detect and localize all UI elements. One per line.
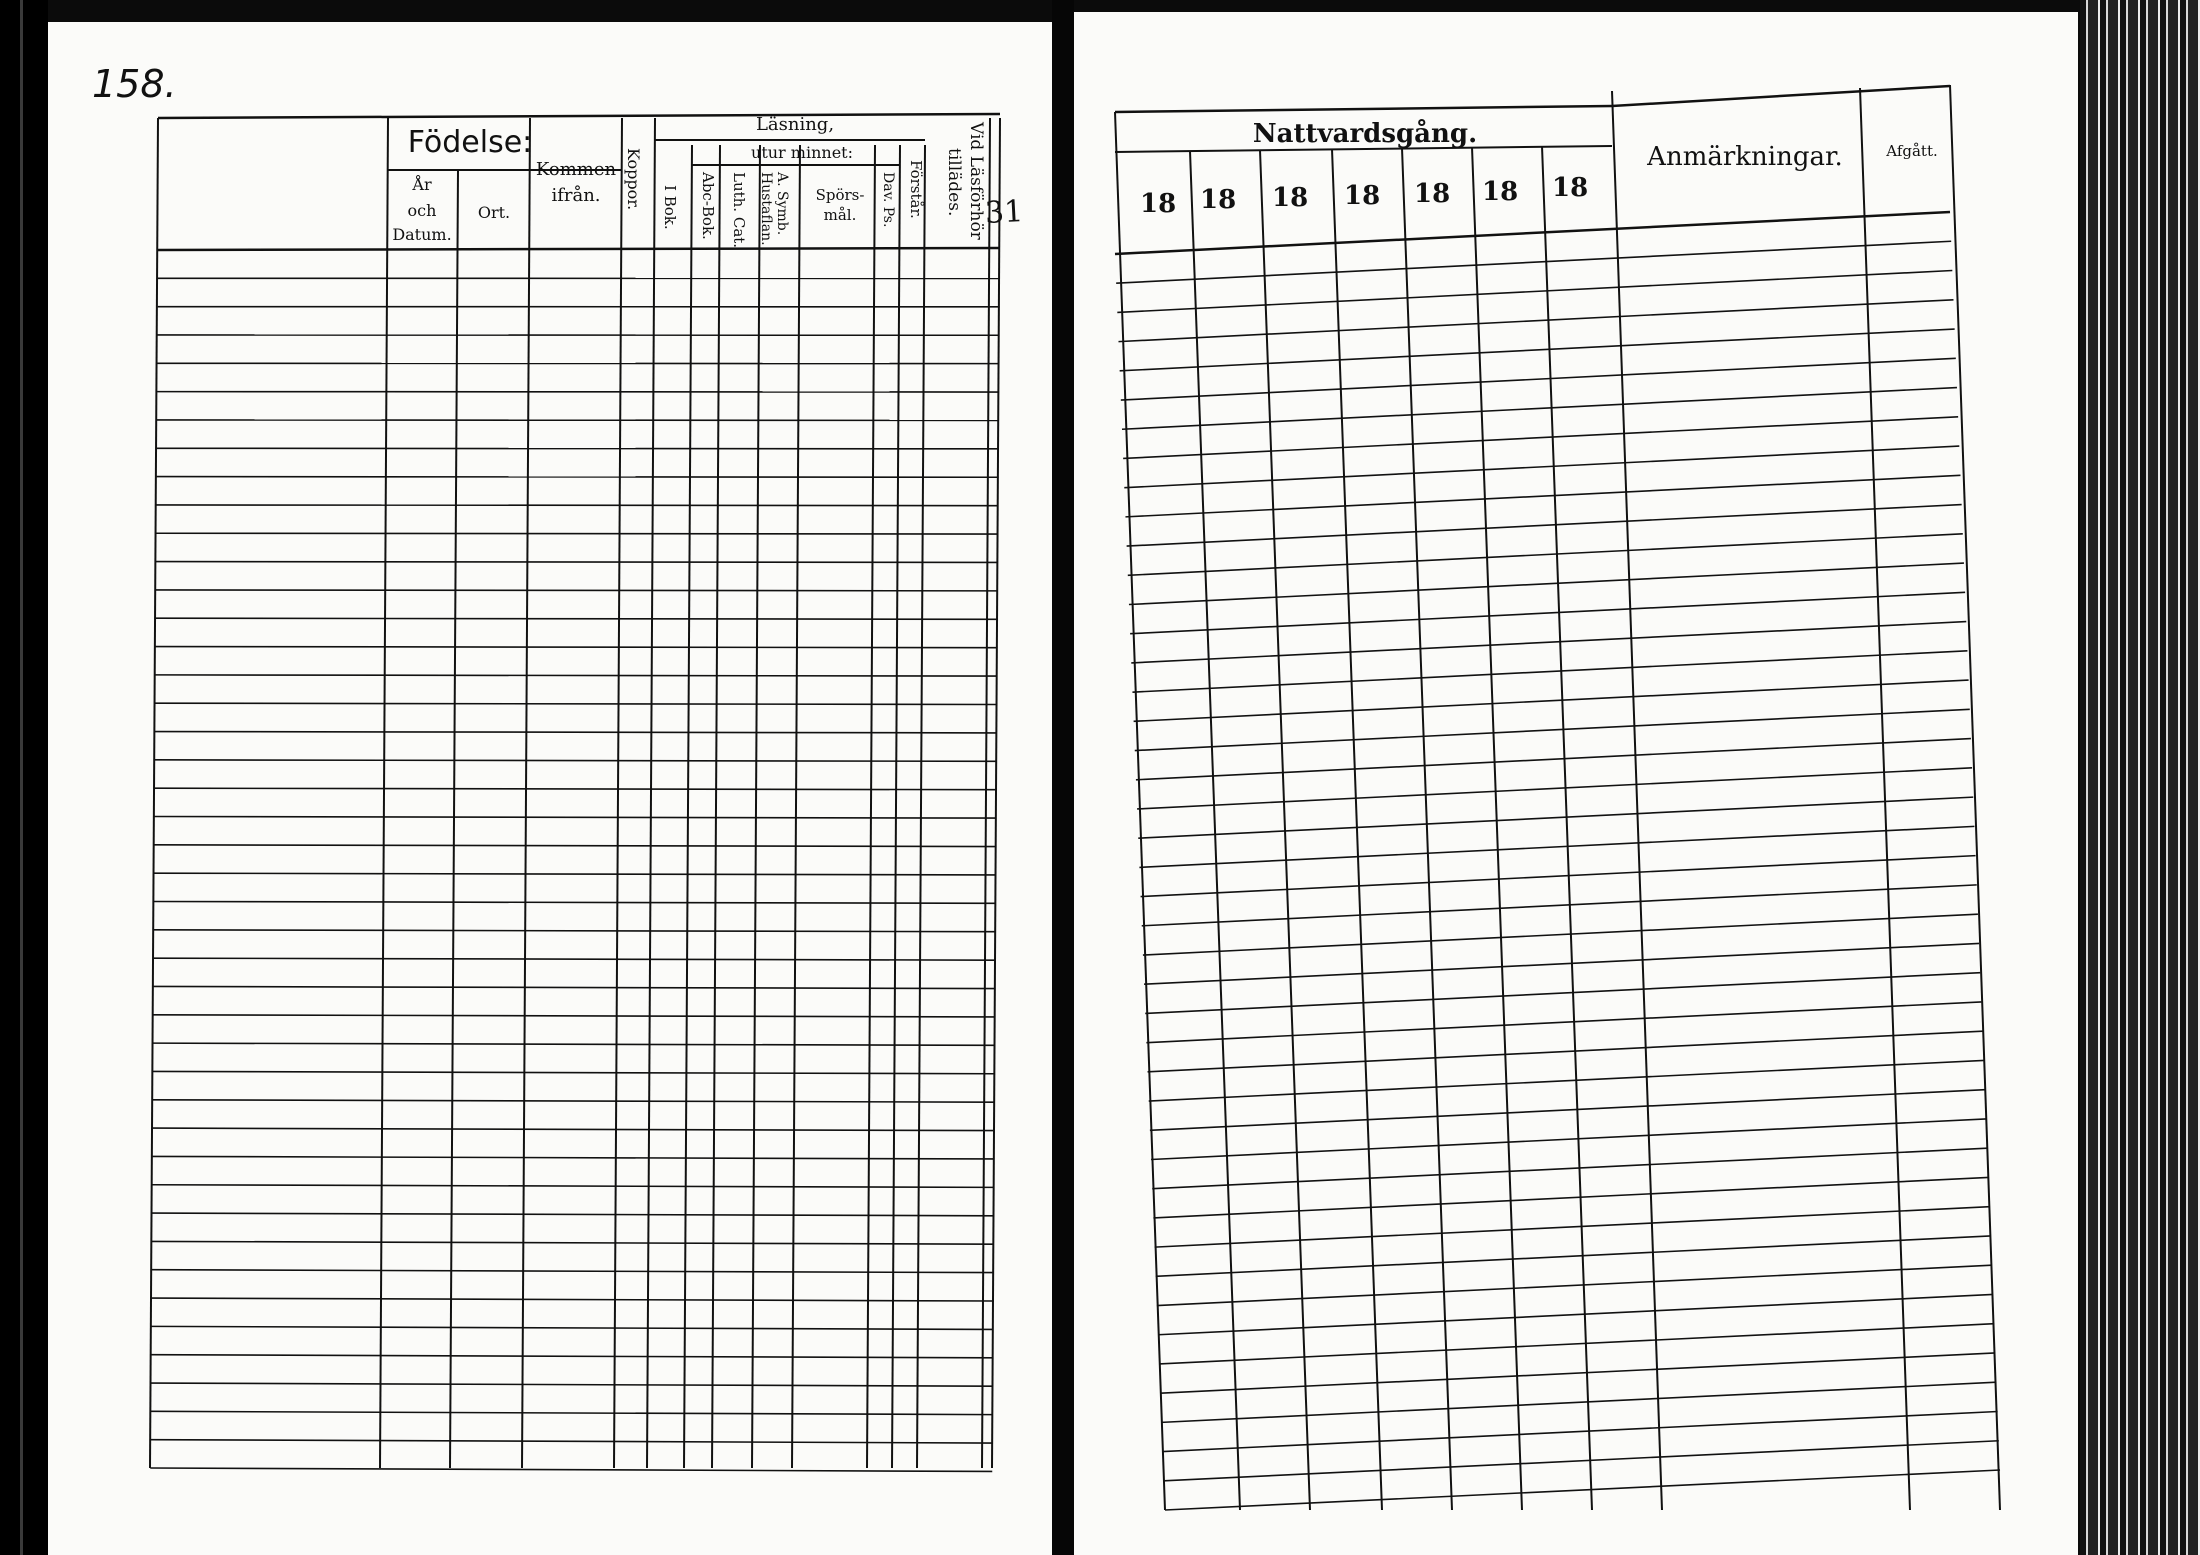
right-row-rule	[1151, 1119, 1986, 1160]
header-tillades: tillädes.	[944, 148, 964, 217]
left-row-rule	[150, 1440, 992, 1443]
right-column-rule	[1542, 146, 1592, 1510]
right-top-rule-2	[1612, 86, 1950, 106]
right-column-rule	[1190, 151, 1240, 1510]
year-prefix-3: 18	[1272, 183, 1309, 213]
left-table-grid	[150, 114, 1000, 1471]
right-table-grid	[1115, 85, 2000, 1510]
header-utur-minnet: utur minnet:	[751, 143, 853, 162]
header-luth-cat: Luth. Cat.	[730, 172, 748, 249]
header-a-symb: A. Symb.	[774, 172, 790, 236]
header-kommen: Kommen	[535, 159, 617, 180]
page-number: 158.	[92, 62, 177, 106]
header-mal: mål.	[823, 206, 857, 224]
right-row-rule	[1152, 1148, 1987, 1189]
header-afgatt: Afgått.	[1886, 142, 1938, 160]
right-row-rule	[1165, 1470, 2000, 1510]
header-forstar: Förstår.	[907, 160, 925, 219]
header-dav-ps: Dav. Ps.	[880, 172, 896, 228]
left-row-rule	[157, 448, 999, 449]
left-column-rule	[752, 145, 760, 1468]
left-column-rule	[614, 118, 622, 1468]
right-row-rule	[1164, 1441, 1999, 1481]
header-spors: Spörs-	[815, 186, 865, 204]
header-i-bok: I Bok.	[661, 185, 679, 230]
right-top-rule	[1115, 106, 1612, 112]
header-ifran: ifrån.	[551, 185, 601, 206]
left-column-rule	[917, 145, 925, 1468]
left-column-rule	[867, 145, 875, 1468]
left-column-rule	[712, 145, 720, 1468]
left-top-rule	[158, 114, 1000, 118]
header-nattvardsgang: Nattvardsgång.	[1252, 119, 1478, 149]
right-column-rule	[1332, 149, 1382, 1510]
left-column-rule	[647, 118, 655, 1468]
right-row-rule	[1153, 1177, 1988, 1217]
year-prefix-6: 18	[1482, 177, 1519, 207]
right-row-rule	[1162, 1382, 1997, 1422]
header-fodelse: Födelse:	[407, 125, 533, 160]
right-column-rule	[1115, 112, 1165, 1510]
right-row-rule	[1160, 1353, 1995, 1393]
right-row-rule	[1158, 1294, 1993, 1334]
left-row-rule	[156, 562, 998, 563]
left-row-rule	[151, 1411, 993, 1414]
left-column-rule	[792, 145, 800, 1468]
left-row-rule	[157, 477, 999, 478]
left-column-rule	[684, 145, 692, 1468]
header-anmarkningar: Anmärkningar.	[1647, 142, 1843, 172]
year-prefix-5: 18	[1414, 179, 1451, 209]
header-ar: År	[412, 175, 432, 194]
right-row-rule	[1157, 1265, 1992, 1305]
header-koppor: Koppor.	[624, 148, 643, 211]
header-vid-lasforhor: Vid Läsförhör	[966, 122, 986, 240]
right-column-rule	[1402, 148, 1452, 1510]
left-column-rule	[892, 145, 900, 1468]
right-row-rule	[1163, 1411, 1998, 1451]
left-column-rule	[150, 118, 158, 1468]
right-row-rule	[1156, 1236, 1991, 1276]
right-column-rule	[1860, 88, 1910, 1510]
left-row-rule	[151, 1383, 993, 1386]
right-row-rule	[1150, 1090, 1985, 1131]
left-row-rule	[156, 590, 998, 591]
right-column-rule	[1612, 91, 1662, 1510]
left-column-rule	[450, 170, 458, 1468]
header-datum: Datum.	[392, 225, 452, 244]
year-prefix-4: 18	[1344, 181, 1381, 211]
right-row-rule	[1155, 1207, 1990, 1247]
year-prefix-7: 18	[1552, 173, 1589, 203]
left-column-rule	[380, 118, 388, 1468]
header-abc-bok: Abc-Bok.	[699, 172, 717, 240]
handwritten-mark: 31	[984, 194, 1025, 231]
header-och: och	[407, 201, 437, 220]
left-row-rule	[155, 647, 997, 648]
header-lasning: Läsning,	[755, 114, 835, 135]
left-row-rule	[156, 505, 998, 506]
right-row-rule	[1159, 1324, 1994, 1364]
left-column-rule	[992, 118, 1000, 1468]
left-row-rule	[156, 533, 998, 534]
left-column-rule	[522, 118, 530, 1468]
left-row-rule	[156, 618, 998, 619]
left-row-rule	[150, 1468, 992, 1471]
right-row-rule	[1149, 1060, 1984, 1101]
header-hustaflan: Hustaflan.	[758, 172, 774, 246]
left-column-rule	[982, 118, 990, 1468]
year-prefix-2: 18	[1200, 185, 1237, 215]
header-ort: Ort.	[477, 203, 511, 222]
year-prefix-1: 18	[1140, 189, 1177, 219]
